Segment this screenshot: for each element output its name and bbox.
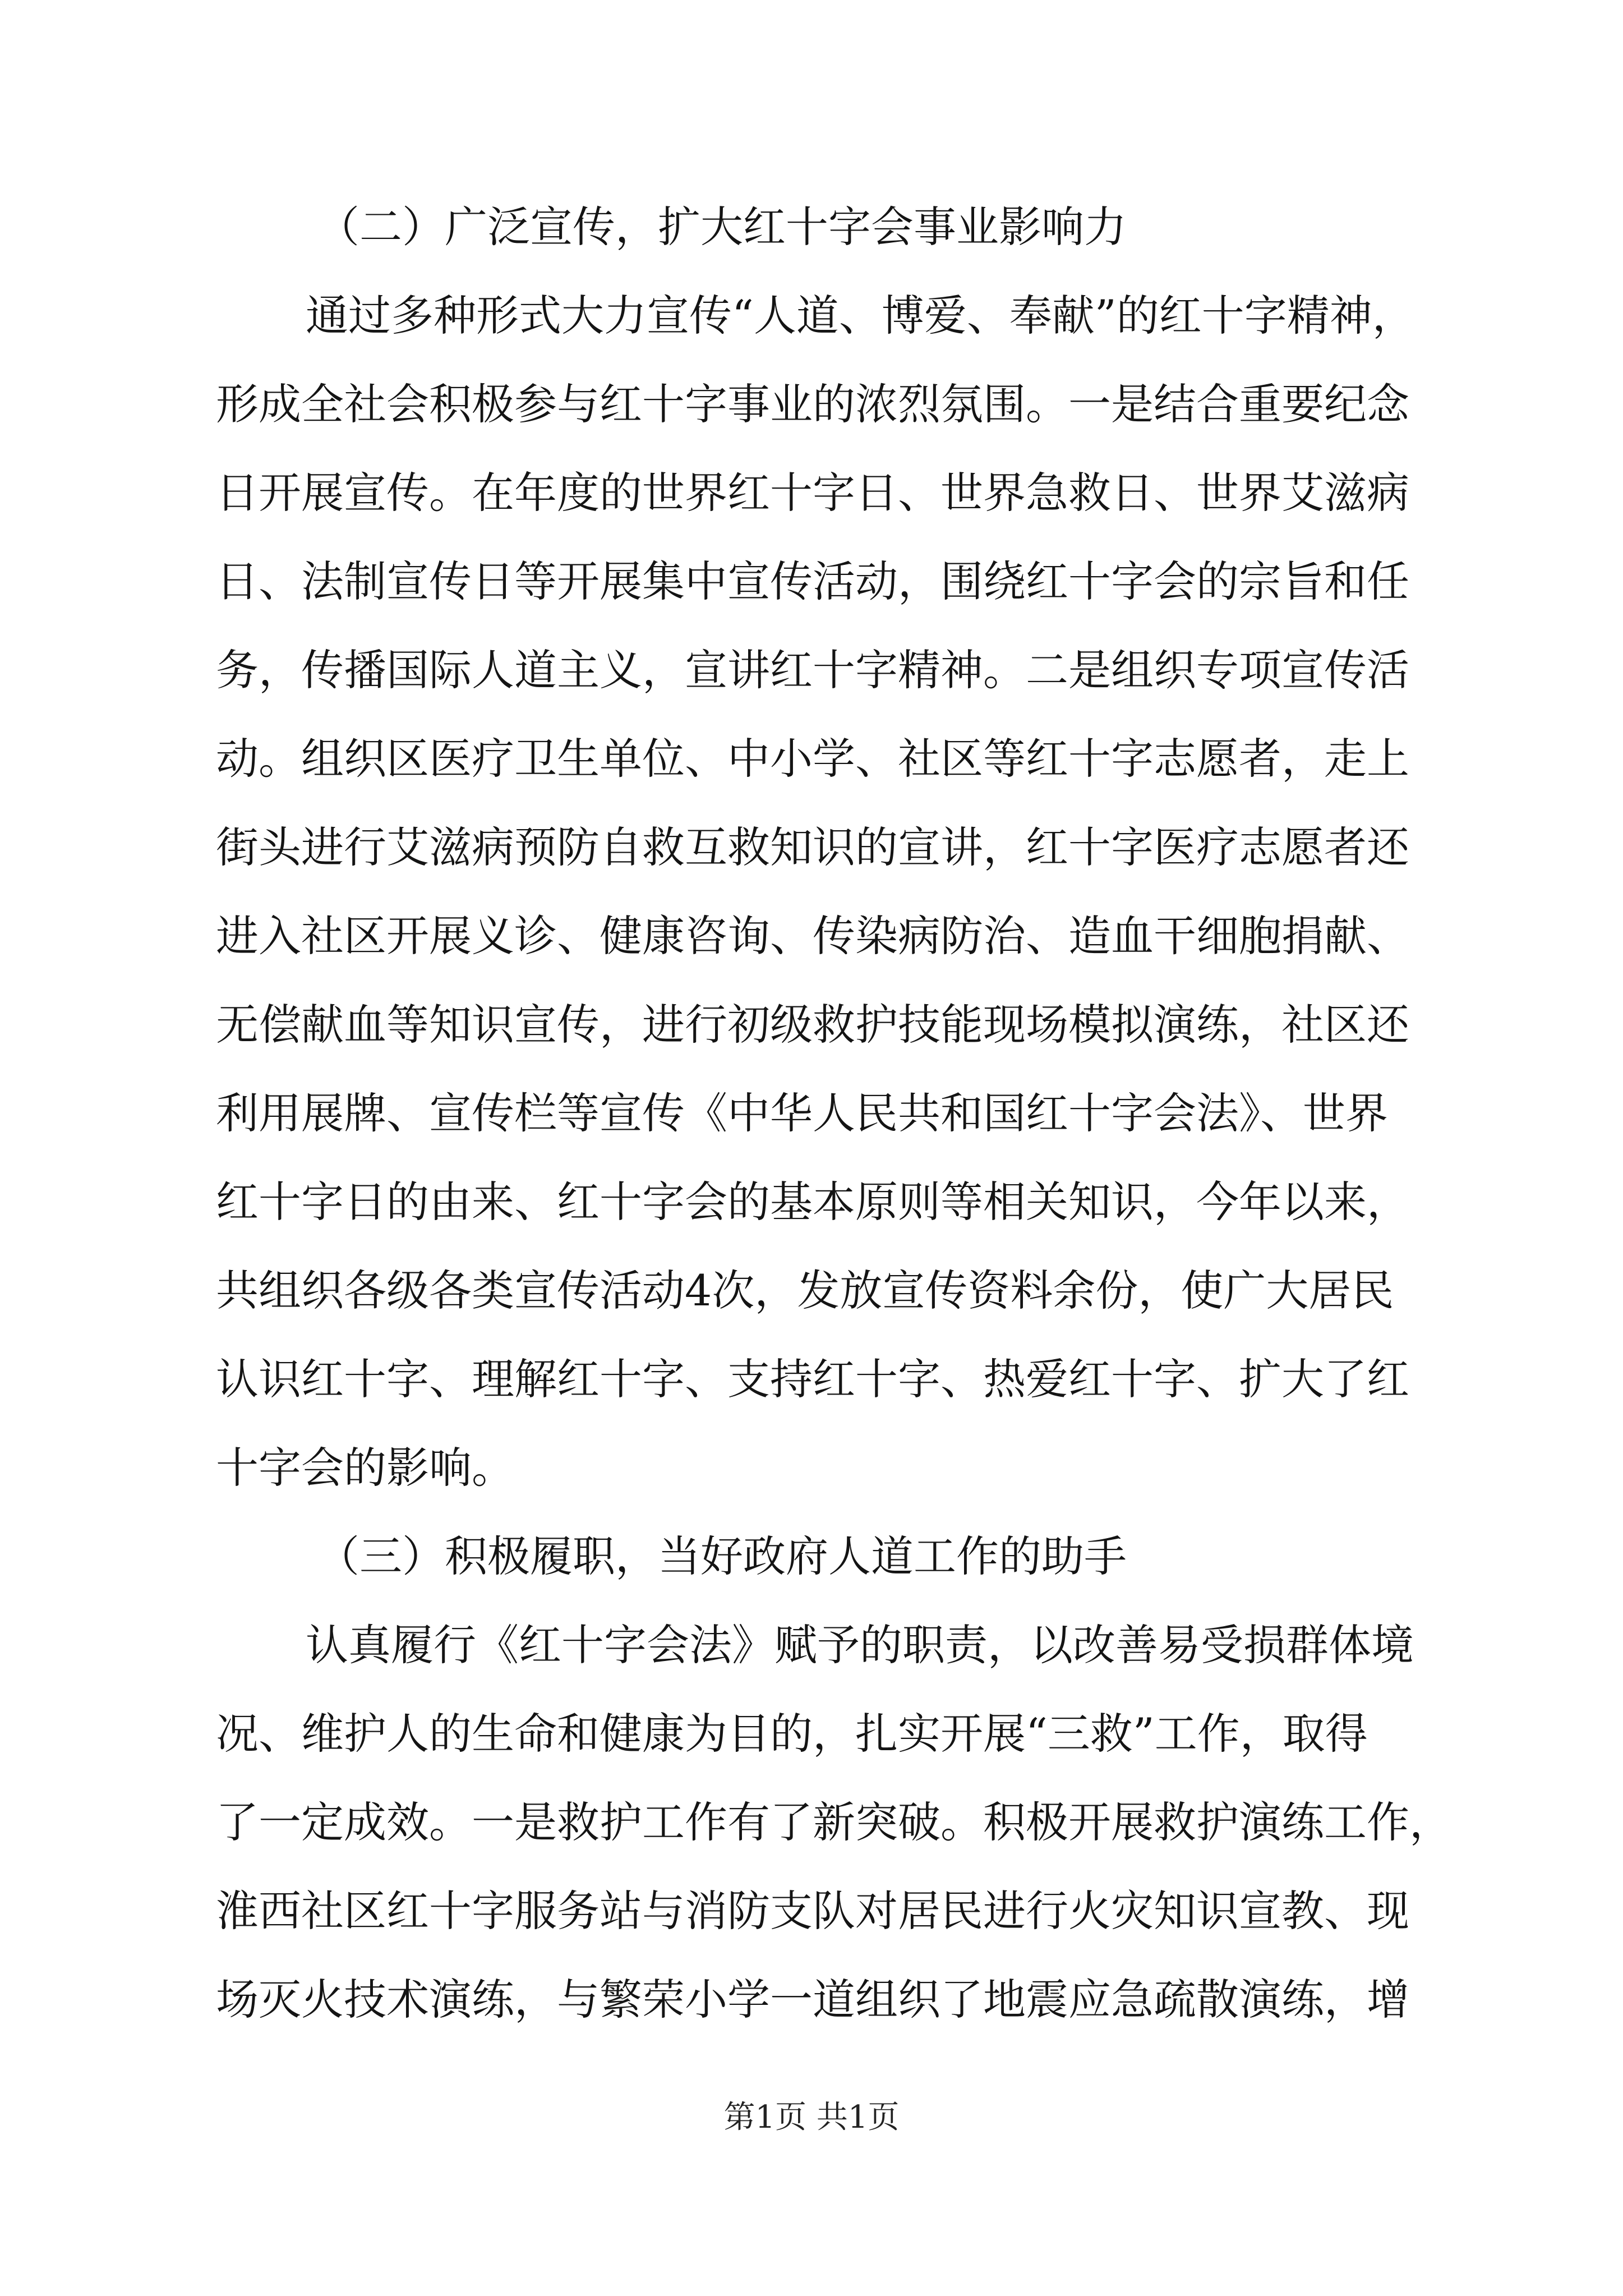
paragraph-line: 利用展牌、宣传栏等宣传《中华人民共和国红十字会法》、世界 <box>216 1088 1388 1138</box>
paragraph-line: 了一定成效。一是救护工作有了新突破。积极开展救护演练工作， <box>216 1797 1452 1847</box>
paragraph-line: 进入社区开展义诊、健康咨询、传染病防治、造血干细胞捐献、 <box>216 911 1409 961</box>
paragraph-line: 十字会的影响。 <box>216 1443 514 1493</box>
paragraph-line: 动。组织区医疗卫生单位、中小学、社区等红十字志愿者，走上 <box>216 734 1409 784</box>
paragraph-line: 务，传播国际人道主义，宣讲红十字精神。二是组织专项宣传活 <box>216 645 1409 695</box>
paragraph-line: 淮西社区红十字服务站与消防支队对居民进行火灾知识宣教、现 <box>216 1886 1409 1936</box>
paragraph-line: 日开展宣传。在年度的世界红十字日、世界急救日、世界艾滋病 <box>216 468 1409 518</box>
paragraph-line: 认真履行《红十字会法》赋予的职责，以改善易受损群体境 <box>306 1620 1414 1670</box>
paragraph-line: 无偿献血等知识宣传，进行初级救护技能现场模拟演练，社区还 <box>216 1000 1409 1050</box>
paragraph-line: 认识红十字、理解红十字、支持红十字、热爱红十字、扩大了红 <box>216 1354 1409 1404</box>
paragraph-line: 红十字日的由来、红十字会的基本原则等相关知识，今年以来， <box>216 1177 1409 1227</box>
paragraph-line: 况、维护人的生命和健康为目的，扎实开展“三救”工作，取得 <box>216 1709 1368 1759</box>
page-footer: 第1页 共1页 <box>723 2099 900 2136</box>
paragraph-line: 街头进行艾滋病预防自救互救知识的宣讲，红十字医疗志愿者还 <box>216 822 1409 872</box>
paragraph-line: 形成全社会积极参与红十字事业的浓烈氛围。一是结合重要纪念 <box>216 379 1409 429</box>
section-heading: （二）广泛宣传，扩大红十字会事业影响力 <box>317 202 1127 252</box>
paragraph-line: 场灭火技术演练，与繁荣小学一道组织了地震应急疏散演练，增 <box>216 1975 1409 2024</box>
paragraph-line: 共组织各级各类宣传活动4次，发放宣传资料余份，使广大居民 <box>216 1266 1394 1315</box>
section-heading: （三）积极履职，当好政府人道工作的助手 <box>317 1531 1127 1581</box>
paragraph-line: 日、法制宣传日等开展集中宣传活动，围绕红十字会的宗旨和任 <box>216 556 1409 606</box>
paragraph-line: 通过多种形式大力宣传“人道、博爱、奉献”的红十字精神， <box>306 291 1415 341</box>
